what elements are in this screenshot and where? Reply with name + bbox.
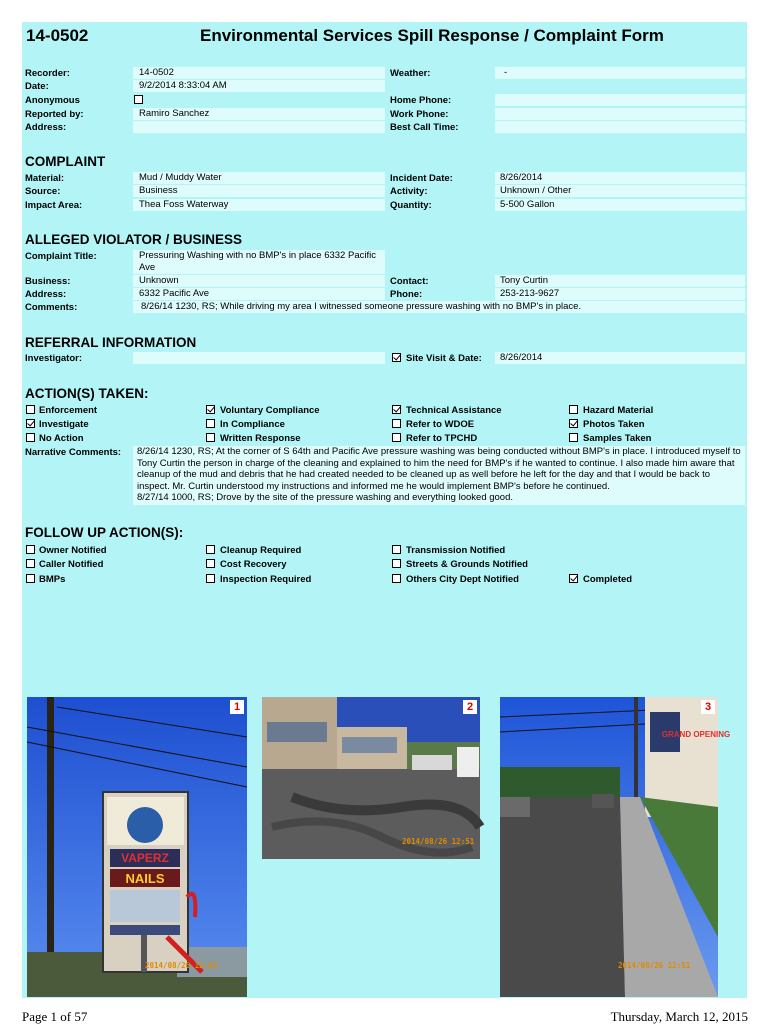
- enforcement-label: Enforcement: [39, 405, 98, 416]
- quantity-value: 5-500 Gallon: [500, 199, 555, 210]
- source-value: Business: [139, 185, 178, 196]
- caller-notified-label: Caller Notified: [39, 559, 104, 570]
- owner-notified-label: Owner Notified: [39, 545, 107, 556]
- hazard-material-label: Hazard Material: [583, 405, 654, 416]
- violator-heading: ALLEGED VIOLATOR / BUSINESS: [25, 232, 243, 247]
- narrative-field: [133, 446, 745, 505]
- others-city-dept-label: Others City Dept Notified: [406, 574, 519, 585]
- comments-field: [133, 301, 745, 313]
- address-label: Address:: [25, 122, 67, 133]
- work-phone-field: [495, 108, 745, 120]
- form-id: 14-0502: [26, 26, 89, 45]
- cleanup-required-label: Cleanup Required: [220, 545, 302, 556]
- incident-field: [495, 172, 745, 184]
- photo-3-number: 3: [701, 700, 715, 714]
- comments-value: 8/26/14 1230, RS; While driving my area I witnessed someone pressure washing with no BMP's in place.: [141, 301, 582, 312]
- written-response-checkbox[interactable]: [206, 433, 215, 442]
- photo-1-number: 1: [230, 700, 244, 714]
- contact-label: Contact:: [390, 276, 429, 287]
- refer-tpchd-label: Refer to TPCHD: [406, 433, 478, 444]
- home-phone-field: [495, 94, 745, 106]
- business-value: Unknown: [139, 275, 179, 286]
- investigator-field: [133, 352, 385, 364]
- narrative-text: 8/26/14 1230, RS; At the corner of S 64th and Pacific Ave pressure washing was being conducted without BMP's in place. I introduced myself to Tony Curtin the person in charge of the cleaning and explained to him the need for BMP's if he wanted to continue. I also made him aware that cleanup of the mud and debris that he had created needed to be cleaned up as well before he left for the day and that I would be back to inspect. Mr. Curtin understood my instructions and informed me he would implement BMP's before he continued.: [137, 446, 741, 492]
- investigate-checkbox[interactable]: [26, 419, 35, 428]
- date-field: [133, 80, 385, 92]
- followup-heading: FOLLOW UP ACTION(S):: [25, 525, 184, 540]
- business-field: [133, 275, 385, 287]
- photos-taken-checkbox[interactable]: [569, 419, 578, 428]
- photo-1: [27, 697, 247, 997]
- photo-3-sign-text: GRAND OPENING: [661, 730, 731, 739]
- complaint-heading: COMPLAINT: [25, 154, 106, 169]
- narrative-label: Narrative Comments:: [25, 447, 122, 458]
- weather-value: -: [504, 67, 508, 78]
- site-visit-label: Site Visit & Date:: [406, 353, 482, 364]
- samples-taken-checkbox[interactable]: [569, 433, 578, 442]
- no-action-label: No Action: [39, 433, 84, 444]
- date-value: 9/2/2014 8:33:04 AM: [139, 80, 227, 91]
- photos-taken-label: Photos Taken: [583, 419, 645, 430]
- complaint-title-label: Complaint Title:: [25, 251, 97, 262]
- photo-1-image: [27, 697, 247, 997]
- photo-2-number: 2: [463, 700, 477, 714]
- business-label: Business:: [25, 276, 71, 287]
- investigator-label: Investigator:: [25, 353, 83, 364]
- completed-checkbox[interactable]: [569, 574, 578, 583]
- quantity-label: Quantity:: [390, 200, 432, 211]
- photo-3-image: [500, 697, 731, 997]
- activity-field: [495, 185, 745, 197]
- site-visit-field: [495, 352, 745, 364]
- photo-1-sign-text-2: NAILS: [125, 871, 165, 886]
- photo-2-image: [262, 697, 480, 859]
- refer-wdoe-checkbox[interactable]: [392, 419, 401, 428]
- streets-grounds-checkbox[interactable]: [392, 559, 401, 568]
- completed-label: Completed: [583, 574, 633, 585]
- impact-label: Impact Area:: [25, 200, 83, 211]
- violator-address-value: 6332 Pacific Ave: [139, 288, 210, 299]
- technical-assistance-label: Technical Assistance: [406, 405, 502, 416]
- activity-label: Activity:: [390, 186, 428, 197]
- page-number: Page 1 of 57: [22, 1009, 88, 1024]
- voluntary-compliance-checkbox[interactable]: [206, 405, 215, 414]
- bmps-label: BMPs: [39, 574, 66, 585]
- refer-wdoe-label: Refer to WDOE: [406, 419, 475, 430]
- voluntary-compliance-label: Voluntary Compliance: [220, 405, 320, 416]
- reported-by-label: Reported by:: [25, 109, 84, 120]
- phone-value: 253-213-9627: [500, 288, 560, 299]
- violator-address-label: Address:: [25, 289, 67, 300]
- material-value: Mud / Muddy Water: [139, 172, 222, 183]
- narrative-text-2: 8/27/14 1000, RS; Drove by the site of the pressure washing and everything looked good.: [137, 492, 514, 503]
- transmission-notified-checkbox[interactable]: [392, 545, 401, 554]
- complaint-title-value: Pressuring Washing with no BMP's in place 6332 Pacific Ave: [139, 250, 376, 273]
- photo-1-timestamp: 2014/08/26 12:53: [145, 961, 218, 970]
- recorder-field: [133, 67, 385, 79]
- refer-tpchd-checkbox[interactable]: [392, 433, 401, 442]
- incident-label: Incident Date:: [390, 173, 453, 184]
- impact-field: [133, 199, 385, 211]
- comments-label: Comments:: [25, 302, 78, 313]
- reported-by-field: [133, 108, 385, 120]
- impact-value: Thea Foss Waterway: [139, 199, 229, 210]
- complaint-title-field: [133, 250, 385, 274]
- recorder-value: 14-0502: [139, 67, 174, 78]
- inspection-required-label: Inspection Required: [220, 574, 312, 585]
- incident-value: 8/26/2014: [500, 172, 543, 183]
- technical-assistance-checkbox[interactable]: [392, 405, 401, 414]
- in-compliance-label: In Compliance: [220, 419, 285, 430]
- investigate-label: Investigate: [39, 419, 89, 430]
- phone-field: [495, 288, 745, 300]
- bmps-checkbox[interactable]: [26, 574, 35, 583]
- transmission-notified-label: Transmission Notified: [406, 545, 506, 556]
- cleanup-required-checkbox[interactable]: [206, 545, 215, 554]
- best-call-label: Best Call Time:: [390, 122, 459, 133]
- violator-address-field: [133, 288, 385, 300]
- address-field: [133, 121, 385, 133]
- no-action-checkbox[interactable]: [26, 433, 35, 442]
- site-visit-checkbox[interactable]: [392, 353, 401, 362]
- phone-label: Phone:: [390, 289, 423, 300]
- hazard-material-checkbox[interactable]: [569, 405, 578, 414]
- photo-3-timestamp: 2014/08/26 12:51: [618, 961, 691, 970]
- anonymous-checkbox[interactable]: [134, 95, 143, 104]
- quantity-field: [495, 199, 745, 211]
- home-phone-label: Home Phone:: [390, 95, 452, 106]
- contact-value: Tony Curtin: [500, 275, 549, 286]
- streets-grounds-label: Streets & Grounds Notified: [406, 559, 528, 570]
- activity-value: Unknown / Other: [500, 185, 572, 196]
- site-visit-date: 8/26/2014: [500, 352, 543, 363]
- complaint-form: [22, 22, 747, 998]
- material-label: Material:: [25, 173, 65, 184]
- inspection-required-checkbox[interactable]: [206, 574, 215, 583]
- caller-notified-checkbox[interactable]: [26, 559, 35, 568]
- form-title: Environmental Services Spill Response / Complaint Form: [200, 26, 664, 45]
- cost-recovery-label: Cost Recovery: [220, 559, 287, 570]
- actions-heading: ACTION(S) TAKEN:: [25, 386, 149, 401]
- work-phone-label: Work Phone:: [390, 109, 449, 120]
- others-city-dept-checkbox[interactable]: [392, 574, 401, 583]
- contact-field: [495, 275, 745, 287]
- weather-label: Weather:: [390, 68, 431, 79]
- samples-taken-label: Samples Taken: [583, 433, 652, 444]
- material-field: [133, 172, 385, 184]
- cost-recovery-checkbox[interactable]: [206, 559, 215, 568]
- date-label: Date:: [25, 81, 49, 92]
- photo-1-sign-text-1: VAPERZ: [121, 851, 169, 865]
- best-call-field: [495, 121, 745, 133]
- photo-3: [500, 697, 731, 997]
- print-date: Thursday, March 12, 2015: [610, 1009, 748, 1024]
- enforcement-checkbox[interactable]: [26, 405, 35, 414]
- weather-field: [495, 67, 745, 79]
- photo-2-timestamp: 2014/08/26 12:51: [402, 837, 475, 846]
- reported-by-value: Ramiro Sanchez: [139, 108, 210, 119]
- anonymous-label: Anonymous: [25, 95, 80, 106]
- source-field: [133, 185, 385, 197]
- owner-notified-checkbox[interactable]: [26, 545, 35, 554]
- photo-2: [262, 697, 480, 859]
- in-compliance-checkbox[interactable]: [206, 419, 215, 428]
- source-label: Source:: [25, 186, 61, 197]
- recorder-label: Recorder:: [25, 68, 70, 79]
- written-response-label: Written Response: [220, 433, 301, 444]
- referral-heading: REFERRAL INFORMATION: [25, 335, 197, 350]
